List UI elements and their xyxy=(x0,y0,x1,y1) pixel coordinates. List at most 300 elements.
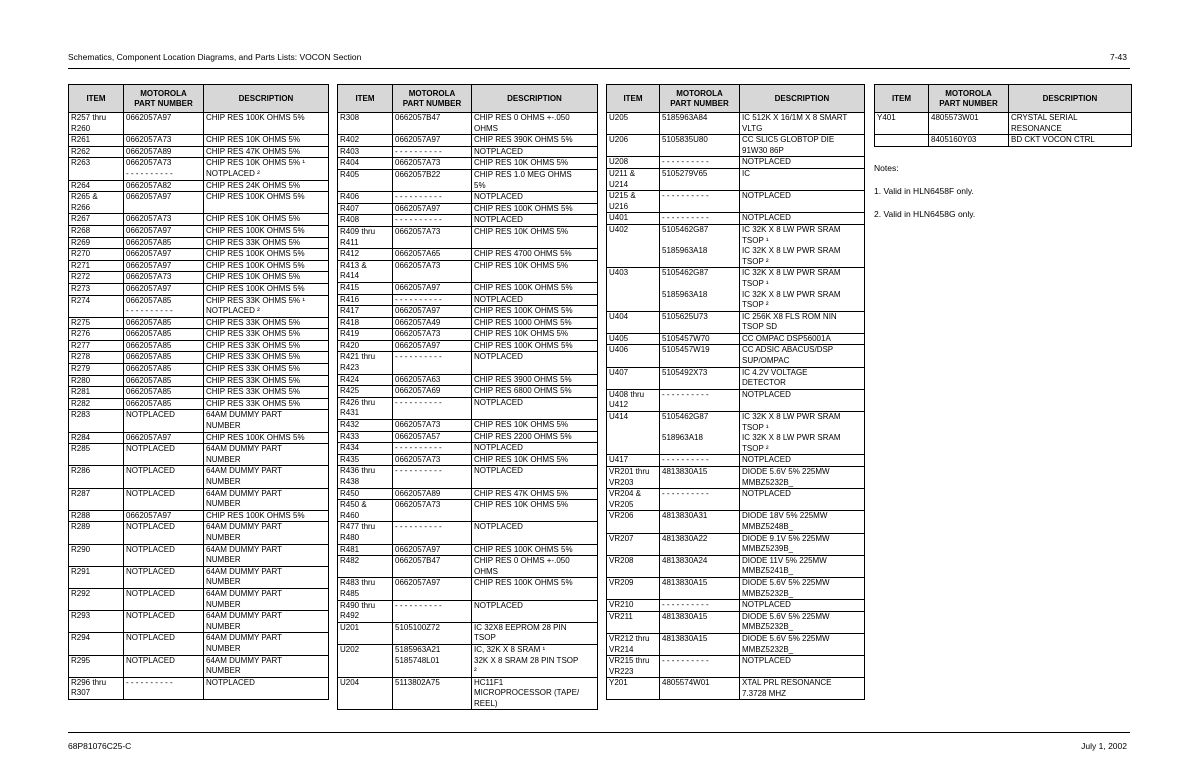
table-row xyxy=(338,644,598,677)
part-number-cell: - - - - - - - - - - xyxy=(393,397,472,419)
item-cell: R262 xyxy=(69,146,124,158)
column-header-item: ITEM xyxy=(69,85,124,113)
item-cell: U211 & U214 xyxy=(607,168,660,190)
item-cell: R404 xyxy=(338,158,393,170)
table-row xyxy=(338,420,598,432)
item-cell: U215 & U216 xyxy=(607,191,660,213)
description-cell: CHIP RES 33K OHMS 5% xyxy=(204,375,329,387)
part-number-cell: 0662057A97 xyxy=(124,225,204,237)
item-cell: U404 xyxy=(607,311,660,333)
item-cell: R406 xyxy=(338,192,393,204)
description-cell: 64AM DUMMY PART NUMBER xyxy=(204,466,329,488)
table-row xyxy=(338,443,598,455)
description-cell: NOTPLACED xyxy=(472,397,598,419)
item-cell: R419 xyxy=(338,329,393,341)
part-number-cell: 0662057A73 xyxy=(393,226,472,248)
part-number-cell: 0662057A97 xyxy=(124,249,204,261)
item-cell: R279 xyxy=(69,364,124,376)
description-cell: IC 32K X 8 LW PWR SRAM TSOP ¹ IC 32K X 8 LW PWR SRAM TSOP ² xyxy=(740,412,865,455)
description-cell: CHIP RES 10K OHMS 5% xyxy=(472,260,598,282)
item-cell: R283 xyxy=(69,410,124,432)
table-row xyxy=(607,168,865,190)
table-row xyxy=(69,146,329,158)
item-cell: R426 thru R431 xyxy=(338,397,393,419)
description-cell: CHIP RES 4700 OHMS 5% xyxy=(472,249,598,261)
item-cell: U417 xyxy=(607,455,660,467)
table-row xyxy=(338,306,598,318)
table-row xyxy=(338,600,598,622)
table-row xyxy=(69,588,329,610)
description-cell: IC 32K X 8 LW PWR SRAM TSOP ¹ IC 32K X 8 LW PWR SRAM TSOP ² xyxy=(740,224,865,267)
item-cell: R482 xyxy=(338,556,393,578)
item-cell: R477 thru R480 xyxy=(338,522,393,544)
item-cell: U414 xyxy=(607,412,660,455)
table-row xyxy=(338,466,598,488)
description-cell: HC11F1 MICROPROCESSOR (TAPE/ REEL) xyxy=(472,677,598,710)
footer-rule xyxy=(68,732,1130,733)
item-cell: R267 xyxy=(69,214,124,226)
description-cell: CHIP RES 100K OHMS 5% xyxy=(204,283,329,295)
description-cell: IC 512K X 16/1M X 8 SMART VLTG xyxy=(740,113,865,135)
description-cell: CHIP RES 100K OHMS 5% xyxy=(204,260,329,272)
table-row xyxy=(607,533,865,555)
table-row xyxy=(338,146,598,158)
part-number-cell: 0662057A97 xyxy=(393,135,472,147)
part-number-cell: 0662057A85 xyxy=(124,237,204,249)
item-cell: U201 xyxy=(338,622,393,644)
table-row xyxy=(69,566,329,588)
table-row xyxy=(607,224,865,267)
table-row xyxy=(875,135,1132,147)
description-cell: CHIP RES 100K OHMS 5% xyxy=(204,192,329,214)
parts-table-column-2 xyxy=(337,84,598,710)
description-cell: IC 32K X 8 LW PWR SRAM TSOP ¹ IC 32K X 8 LW PWR SRAM TSOP ² xyxy=(740,268,865,311)
note-item: 2. Valid in HLN6458G only. xyxy=(874,209,976,220)
table-row xyxy=(338,249,598,261)
part-number-cell: 5105100Z72 xyxy=(393,622,472,644)
item-cell: VR209 xyxy=(607,577,660,599)
item-cell: R420 xyxy=(338,340,393,352)
table-row xyxy=(338,215,598,227)
table-row xyxy=(69,283,329,295)
part-number-cell: 0662057A97 xyxy=(124,260,204,272)
description-cell: IC 4.2V VOLTAGE DETECTOR xyxy=(740,367,865,389)
table-row xyxy=(607,611,865,633)
part-number-cell: 5185963A21 5185748L01 xyxy=(393,644,472,677)
table-row xyxy=(607,633,865,655)
part-number-cell: NOTPLACED xyxy=(124,522,204,544)
part-number-cell: 0662057A73 xyxy=(124,214,204,226)
table-row xyxy=(338,677,598,710)
part-number-cell: 0662057A97 xyxy=(393,340,472,352)
part-number-cell: 0662057A73 xyxy=(124,135,204,147)
description-cell: CHIP RES 100K OHMS 5% xyxy=(204,249,329,261)
item-cell: R450 & R460 xyxy=(338,500,393,522)
part-number-cell: - - - - - - - - - - xyxy=(660,389,740,411)
table-row xyxy=(69,340,329,352)
part-number-cell: 0662057A97 xyxy=(124,283,204,295)
description-cell: DIODE 5.6V 5% 225MW MMBZ5232B_ xyxy=(740,577,865,599)
column-header-description: DESCRIPTION xyxy=(472,85,598,113)
part-number-cell: 5105462G87 5185963A18 xyxy=(660,268,740,311)
description-cell: CHIP RES 100K OHMS 5% xyxy=(472,340,598,352)
table-row xyxy=(69,398,329,410)
table-row xyxy=(69,611,329,633)
description-cell: NOTPLACED xyxy=(740,157,865,169)
parts-table-column-4 xyxy=(874,84,1132,232)
table-row xyxy=(875,113,1132,135)
description-cell: XTAL PRL RESONANCE 7.3728 MHZ xyxy=(740,678,865,700)
part-number-cell: 0662057A73 xyxy=(393,329,472,341)
description-cell: CHIP RES 100K OHMS 5% xyxy=(472,306,598,318)
part-number-cell: NOTPLACED xyxy=(124,566,204,588)
item-cell: Y401 xyxy=(875,113,929,135)
part-number-cell: - - - - - - - - - - xyxy=(393,443,472,455)
part-number-cell: 5185963A84 xyxy=(660,113,740,135)
item-cell: R409 thru R411 xyxy=(338,226,393,248)
description-cell: CHIP RES 10K OHMS 5% xyxy=(204,272,329,284)
parts-table-column-1 xyxy=(68,84,329,700)
item-cell: U406 xyxy=(607,345,660,367)
table-row xyxy=(607,600,865,612)
part-number-cell: 0662057A85 xyxy=(124,387,204,399)
description-cell: CHIP RES 33K OHMS 5% xyxy=(204,387,329,399)
item-cell: VR211 xyxy=(607,611,660,633)
table-row xyxy=(338,522,598,544)
table-row xyxy=(338,431,598,443)
description-cell: CHIP RES 3900 OHMS 5% xyxy=(472,374,598,386)
item-cell: Y201 xyxy=(607,678,660,700)
part-number-cell: 0662057A73 xyxy=(393,158,472,170)
description-cell: CC SLIC5 GLOBTOP DIE 91W30 86P xyxy=(740,135,865,157)
description-cell: CHIP RES 33K OHMS 5% xyxy=(204,398,329,410)
parts-table-column-3 xyxy=(606,84,865,700)
part-number-cell: 0662057A73 xyxy=(124,272,204,284)
table-row xyxy=(607,367,865,389)
table-row xyxy=(338,317,598,329)
item-cell: R268 xyxy=(69,225,124,237)
item-cell: R287 xyxy=(69,488,124,510)
part-number-cell: 0662057A85 - - - - - - - - - - xyxy=(124,295,204,317)
description-cell: 64AM DUMMY PART NUMBER xyxy=(204,633,329,655)
part-number-cell: 0662057A73 xyxy=(393,260,472,282)
description-cell: CHIP RES 10K OHMS 5% xyxy=(472,329,598,341)
part-number-cell: 0662057A97 xyxy=(124,192,204,214)
item-cell: R435 xyxy=(338,454,393,466)
item-cell: U407 xyxy=(607,367,660,389)
description-cell: IC 32X8 EEPROM 28 PIN TSOP xyxy=(472,622,598,644)
note-item: 1. Valid in HLN6458F only. xyxy=(874,186,974,197)
item-cell: U202 xyxy=(338,644,393,677)
description-cell: NOTPLACED xyxy=(472,215,598,227)
table-row xyxy=(607,656,865,678)
table-row xyxy=(69,410,329,432)
description-cell: DIODE 11V 5% 225MW MMBZ5241B_ xyxy=(740,555,865,577)
table-row xyxy=(607,213,865,225)
part-number-cell: 0662057A85 xyxy=(124,375,204,387)
table-row xyxy=(338,226,598,248)
table-row xyxy=(338,158,598,170)
part-number-cell: NOTPLACED xyxy=(124,488,204,510)
part-number-cell: NOTPLACED xyxy=(124,466,204,488)
item-cell: R424 xyxy=(338,374,393,386)
table-row xyxy=(69,237,329,249)
part-number-cell: - - - - - - - - - - xyxy=(393,294,472,306)
table-row xyxy=(607,412,865,455)
item-cell: R270 xyxy=(69,249,124,261)
part-number-cell: 0662057A85 xyxy=(124,364,204,376)
part-number-cell: NOTPLACED xyxy=(124,444,204,466)
page-number: 7-43 xyxy=(1109,52,1127,62)
part-number-cell: 8405160Y03 xyxy=(929,135,1009,147)
part-number-cell: 0662057A73 xyxy=(393,454,472,466)
item-cell: VR212 thru VR214 xyxy=(607,633,660,655)
item-cell: R294 xyxy=(69,633,124,655)
item-cell: R276 xyxy=(69,329,124,341)
item-cell: R278 xyxy=(69,352,124,364)
description-cell: NOTPLACED xyxy=(472,294,598,306)
description-cell: CHIP RES 33K OHMS 5% xyxy=(204,364,329,376)
table-row xyxy=(338,282,598,294)
part-number-cell: - - - - - - - - - - xyxy=(660,455,740,467)
part-number-cell: 0662057A57 xyxy=(393,431,472,443)
table-row xyxy=(607,157,865,169)
part-number-cell: NOTPLACED xyxy=(124,544,204,566)
table-row xyxy=(338,329,598,341)
item-cell: VR208 xyxy=(607,555,660,577)
item-cell: R416 xyxy=(338,294,393,306)
table-row xyxy=(338,294,598,306)
table-row xyxy=(338,544,598,556)
description-cell: NOTPLACED xyxy=(740,600,865,612)
description-cell: NOTPLACED xyxy=(740,656,865,678)
item-cell: R490 thru R492 xyxy=(338,600,393,622)
description-cell: CHIP RES 390K OHMS 5% xyxy=(472,135,598,147)
description-cell: CHIP RES 100K OHMS 5% xyxy=(204,432,329,444)
part-number-cell: - - - - - - - - - - xyxy=(393,192,472,204)
part-number-cell: 0662057A82 xyxy=(124,180,204,192)
description-cell: NOTPLACED xyxy=(740,455,865,467)
table-row xyxy=(69,249,329,261)
part-number-cell: 0662057A85 xyxy=(124,398,204,410)
part-number-cell: 0662057A85 xyxy=(124,340,204,352)
part-number-cell: 0662057A97 xyxy=(393,578,472,600)
part-number-cell: - - - - - - - - - - xyxy=(393,522,472,544)
item-cell: R274 xyxy=(69,295,124,317)
item-cell: R288 xyxy=(69,510,124,522)
item-cell: R286 xyxy=(69,466,124,488)
item-cell: R436 thru R438 xyxy=(338,466,393,488)
table-row xyxy=(69,352,329,364)
table-row xyxy=(338,352,598,374)
description-cell: 64AM DUMMY PART NUMBER xyxy=(204,488,329,510)
item-cell: R293 xyxy=(69,611,124,633)
item-cell: U402 xyxy=(607,224,660,267)
description-cell: CHIP RES 100K OHMS 5% xyxy=(472,578,598,600)
item-cell: VR210 xyxy=(607,600,660,612)
table-row xyxy=(607,467,865,489)
description-cell: NOTPLACED xyxy=(740,213,865,225)
description-cell: DIODE 5.6V 5% 225MW MMBZ5232B_ xyxy=(740,633,865,655)
part-number-cell: 0662057A97 xyxy=(393,282,472,294)
description-cell: CHIP RES 33K OHMS 5% xyxy=(204,340,329,352)
table-row xyxy=(607,191,865,213)
item-cell: R412 xyxy=(338,249,393,261)
description-cell: CC ADSIC ABACUS/DSP SUP/OMPAC xyxy=(740,345,865,367)
item-cell: R284 xyxy=(69,432,124,444)
part-number-cell: 0662057A89 xyxy=(124,146,204,158)
part-number-cell: NOTPLACED xyxy=(124,410,204,432)
item-cell: U206 xyxy=(607,135,660,157)
description-cell: CHIP RES 100K OHMS 5% xyxy=(472,544,598,556)
part-number-cell: NOTPLACED xyxy=(124,611,204,633)
description-cell: 64AM DUMMY PART NUMBER xyxy=(204,444,329,466)
description-cell: CRYSTAL SERIAL RESONANCE xyxy=(1009,113,1132,135)
part-number-cell: 0662057A69 xyxy=(393,386,472,398)
item-cell: R289 xyxy=(69,522,124,544)
description-cell: CHIP RES 33K OHMS 5% xyxy=(204,352,329,364)
column-header-item: ITEM xyxy=(875,85,929,113)
header-title: Schematics, Component Location Diagrams, and Parts Lists: VOCON Section xyxy=(68,52,362,62)
part-number-cell: 4805573W01 xyxy=(929,113,1009,135)
table-row xyxy=(607,678,865,700)
description-cell: 64AM DUMMY PART NUMBER xyxy=(204,566,329,588)
part-number-cell: 0662057A49 xyxy=(393,317,472,329)
part-number-cell: 4805574W01 xyxy=(660,678,740,700)
item-cell: R421 thru R423 xyxy=(338,352,393,374)
item-cell: VR201 thru VR203 xyxy=(607,467,660,489)
item-cell: R405 xyxy=(338,169,393,191)
part-number-cell: 0662057A85 xyxy=(124,317,204,329)
table-row xyxy=(69,510,329,522)
part-number-cell: - - - - - - - - - - xyxy=(660,213,740,225)
description-cell: CHIP RES 10K OHMS 5% xyxy=(472,500,598,522)
description-cell: NOTPLACED xyxy=(740,389,865,411)
item-cell: R257 thru R260 xyxy=(69,113,124,135)
item-cell: U405 xyxy=(607,333,660,345)
description-cell: CC OMPAC DSP56001A xyxy=(740,333,865,345)
item-cell: R272 xyxy=(69,272,124,284)
item-cell: R275 xyxy=(69,317,124,329)
table-row xyxy=(69,214,329,226)
table-row xyxy=(69,488,329,510)
part-number-cell: 0662057A97 xyxy=(393,306,472,318)
part-number-cell: 0662057B22 xyxy=(393,169,472,191)
table-row xyxy=(338,374,598,386)
item-cell: R291 xyxy=(69,566,124,588)
description-cell: CHIP RES 47K OHMS 5% xyxy=(472,488,598,500)
table-row xyxy=(69,633,329,655)
parts-table xyxy=(874,84,1132,147)
item-cell: R273 xyxy=(69,283,124,295)
description-cell: CHIP RES 100K OHMS 5% xyxy=(472,203,598,215)
description-cell: CHIP RES 0 OHMS +-.050 OHMS xyxy=(472,556,598,578)
part-number-cell: - - - - - - - - - - xyxy=(660,489,740,511)
description-cell: CHIP RES 10K OHMS 5% ¹ NOTPLACED ² xyxy=(204,158,329,180)
table-row xyxy=(69,444,329,466)
table-row xyxy=(69,317,329,329)
description-cell: NOTPLACED xyxy=(204,677,329,699)
item-cell: R481 xyxy=(338,544,393,556)
part-number-cell: 4813830A15 xyxy=(660,467,740,489)
description-cell: CHIP RES 100K OHMS 5% xyxy=(204,113,329,135)
part-number-cell: 4813830A24 xyxy=(660,555,740,577)
part-number-cell: 0662057A73 xyxy=(393,500,472,522)
description-cell: NOTPLACED xyxy=(472,192,598,204)
table-row xyxy=(338,169,598,191)
description-cell: CHIP RES 10K OHMS 5% xyxy=(472,226,598,248)
description-cell: NOTPLACED xyxy=(472,443,598,455)
part-number-cell: 5105462G87 518963A18 xyxy=(660,412,740,455)
item-cell: VR204 & VR205 xyxy=(607,489,660,511)
item-cell: R417 xyxy=(338,306,393,318)
description-cell: 64AM DUMMY PART NUMBER xyxy=(204,611,329,633)
description-cell: CHIP RES 100K OHMS 5% xyxy=(472,282,598,294)
item-cell: U205 xyxy=(607,113,660,135)
parts-table xyxy=(606,84,865,700)
description-cell: CHIP RES 10K OHMS 5% xyxy=(472,454,598,466)
table-row xyxy=(69,375,329,387)
part-number-cell: 5105279V65 xyxy=(660,168,740,190)
table-row xyxy=(338,500,598,522)
item-cell: R433 xyxy=(338,431,393,443)
part-number-cell: 0662057A73 - - - - - - - - - - xyxy=(124,158,204,180)
part-number-cell: 5105625U73 xyxy=(660,311,740,333)
part-number-cell: 5105457W70 xyxy=(660,333,740,345)
item-cell xyxy=(875,135,929,147)
table-row xyxy=(607,389,865,411)
part-number-cell: - - - - - - - - - - xyxy=(660,157,740,169)
description-cell: DIODE 5.6V 5% 225MW MMBZ5232B_ xyxy=(740,611,865,633)
item-cell: R296 thru R307 xyxy=(69,677,124,699)
table-row xyxy=(338,113,598,135)
part-number-cell: 0662057B47 xyxy=(393,113,472,135)
item-cell: R281 xyxy=(69,387,124,399)
table-row xyxy=(69,544,329,566)
description-cell: CHIP RES 100K OHMS 5% xyxy=(204,510,329,522)
part-number-cell: NOTPLACED xyxy=(124,588,204,610)
part-number-cell: - - - - - - - - - - xyxy=(393,600,472,622)
item-cell: U204 xyxy=(338,677,393,710)
item-cell: VR206 xyxy=(607,511,660,533)
table-row xyxy=(69,364,329,376)
item-cell: R308 xyxy=(338,113,393,135)
item-cell: U401 xyxy=(607,213,660,225)
part-number-cell: 0662057A97 xyxy=(124,432,204,444)
item-cell: R408 xyxy=(338,215,393,227)
description-cell: IC 256K X8 FLS ROM NIN TSOP SD xyxy=(740,311,865,333)
item-cell: R418 xyxy=(338,317,393,329)
item-cell: U408 thru U412 xyxy=(607,389,660,411)
part-number-cell: 4813830A15 xyxy=(660,577,740,599)
description-cell: 64AM DUMMY PART NUMBER xyxy=(204,588,329,610)
publication-date: July 1, 2002 xyxy=(1081,741,1127,751)
description-cell: 64AM DUMMY PART NUMBER xyxy=(204,522,329,544)
table-row xyxy=(607,577,865,599)
part-number-cell: 0662057B47 xyxy=(393,556,472,578)
column-header-item: ITEM xyxy=(338,85,393,113)
item-cell: R277 xyxy=(69,340,124,352)
item-cell: U403 xyxy=(607,268,660,311)
description-cell: 64AM DUMMY PART NUMBER xyxy=(204,655,329,677)
part-number-cell: - - - - - - - - - - xyxy=(660,656,740,678)
item-cell: R285 xyxy=(69,444,124,466)
table-row xyxy=(338,203,598,215)
part-number-cell: 0662057A97 xyxy=(124,113,204,135)
part-number-cell: - - - - - - - - - - xyxy=(393,466,472,488)
column-header-description: DESCRIPTION xyxy=(1009,85,1132,113)
item-cell: R269 xyxy=(69,237,124,249)
